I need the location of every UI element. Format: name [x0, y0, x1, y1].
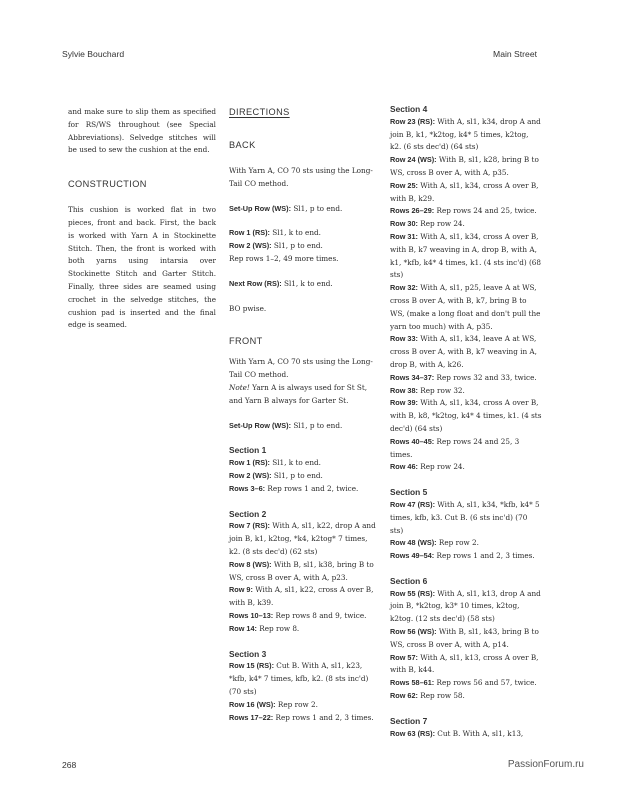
- section-3-heading: Section 3: [229, 648, 267, 659]
- s4-row-24: Row 24 (WS): With B, sl1, k28, bring B to WS, cross B over A, with A, p35.: [390, 155, 539, 177]
- s4-row-39: Row 39: With A, sl1, k34, cross A over B, with B, k8, *k2tog, k4* 4 times, k1. (4 sts dec'd) (64 sts): [390, 398, 542, 433]
- s4-row-33: Row 33: With A, sl1, k34, leave A at WS, cross B over A, with B, k7 weaving in A, drop B, with A, k26.: [390, 334, 537, 369]
- front-intro: With Yarn A, CO 70 sts using the Long-Tail CO method.: [229, 357, 373, 380]
- s2-row-9: Row 9: With A, sl1, k22, cross A over B, with B, k39.: [229, 585, 374, 608]
- s2-row-7: Row 7 (RS): With A, sl1, k22, drop A and join B, k1, k2tog, *k4, k2tog* 7 times, k2. (8 sts dec'd) (62 sts): [229, 521, 376, 556]
- s5-row-47: Row 47 (RS): With A, sl1, k34, *kfb, k4* 5 times, kfb, k3. Cut B. (6 sts inc'd) (70 sts): [390, 499, 540, 535]
- s4-row-38: Row 38: Rep row 32.: [390, 385, 465, 395]
- back-setup-row: Set-Up Row (WS): Sl1, p to end.: [229, 203, 343, 213]
- s6-row-56: Row 56 (WS): With B, sl1, k43, bring B to WS, cross B over A, with A, p14.: [390, 627, 539, 649]
- column-3: [390, 103, 542, 740]
- back-row-2: Row 2 (WS): Sl1, p to end.: [229, 241, 323, 251]
- watermark: PassionForum.ru: [507, 759, 584, 770]
- section-1-heading: Section 1: [229, 445, 267, 456]
- s2-row-8: Row 8 (WS): With B, sl1, k38, bring B to WS, cross B over A, with A, p23.: [229, 559, 374, 582]
- intro-paragraph: and make sure to slip them as specified for RS/WS throughout (see Special Abbreviations). Selvedge stitches will be used to sew the cushion at the end.: [68, 107, 216, 155]
- back-repeat: Rep rows 1–2, 49 more times.: [229, 253, 339, 263]
- column-2: [229, 106, 377, 724]
- back-intro: With Yarn A, CO 70 sts using the Long-Tail CO method.: [229, 166, 373, 188]
- s2-rows-10-13: Rows 10–13: Rep rows 8 and 9, twice.: [229, 610, 367, 620]
- s3-row-15: Row 15 (RS): Cut B. With A, sl1, k23, *kfb, k4* 7 times, kfb, k2. (8 sts inc'd) (70 sts): [229, 661, 369, 696]
- construction-paragraph: This cushion is worked flat in two pieces, front and back. First, the back is worked with Yarn A in Stockinette Stitch. Then, the front is worked with both yarns using intarsia over Stockinette Stitch and Garter Stitch. Finally, three sides are seamed using crochet in the selvedge stitches, the cushion pad is inserted and the final edge is seamed.: [68, 205, 216, 330]
- s1-row-1: Row 1 (RS): Sl1, k to end.: [229, 458, 321, 468]
- construction-heading: CONSTRUCTION: [68, 179, 147, 190]
- running-header-author: Sylvie Bouchard: [62, 49, 125, 59]
- s1-rows-3-6: Rows 3–6: Rep rows 1 and 2, twice.: [229, 483, 359, 493]
- s4-row-23: Row 23 (RS): With A, sl1, k34, drop A and join B, k1, *k2tog, k4* 5 times, k2tog, k2. (6 sts dec'd) (64 sts): [390, 116, 541, 152]
- back-heading: BACK: [229, 140, 256, 150]
- front-setup-row: Set-Up Row (WS): Sl1, p to end.: [229, 420, 343, 430]
- back-next-row: Next Row (RS): Sl1, k to end.: [229, 278, 333, 288]
- s3-row-16: Row 16 (WS): Rep row 2.: [229, 699, 318, 709]
- back-bind-off: BO pwise.: [229, 303, 267, 313]
- s4-row-32: Row 32: With A, sl1, p25, leave A at WS, cross B over A, with B, k7, bring B to WS, (make a long float and don't pull the yarn too much) with A, p35.: [390, 283, 541, 331]
- s4-row-46: Row 46: Rep row 24.: [390, 462, 465, 472]
- section-5-heading: Section 5: [390, 487, 428, 498]
- column-1: [68, 106, 216, 332]
- s5-row-48: Row 48 (WS): Rep row 2.: [390, 538, 479, 548]
- s6-row-55: Row 55 (RS): With A, sl1, k13, drop A and join B, *k2tog, k3* 10 times, k2tog, k2tog. (12 sts dec'd) (58 sts): [390, 588, 541, 624]
- s5-rows-49-54: Rows 49–54: Rep rows 1 and 2, 3 times.: [390, 551, 535, 561]
- section-6-heading: Section 6: [390, 575, 428, 586]
- s4-rows-40-45: Rows 40–45: Rep rows 24 and 25, 3 times.: [390, 436, 520, 459]
- s6-row-62: Row 62: Rep row 58.: [390, 691, 465, 701]
- section-4-heading: Section 4: [390, 104, 428, 114]
- s4-row-25: Row 25: With A, sl1, k34, cross A over B, with B, k29.: [390, 180, 539, 203]
- s4-rows-34-37: Rows 34–37: Rep rows 32 and 33, twice.: [390, 372, 537, 382]
- s4-row-30: Row 30: Rep row 24.: [390, 219, 465, 229]
- s6-row-57: Row 57: With A, sl1, k13, cross A over B, with B, k44.: [390, 652, 539, 675]
- running-header-pattern: Main Street: [493, 49, 537, 59]
- section-2-heading: Section 2: [229, 508, 267, 519]
- s1-row-2: Row 2 (WS): Sl1, p to end.: [229, 470, 323, 480]
- section-7-heading: Section 7: [390, 715, 428, 726]
- page-number: 268: [62, 760, 77, 770]
- s4-row-31: Row 31: With A, sl1, k34, cross A over B, with B, k7 weaving in A, drop B, with A, k1, *kfb, k4* 4 times, k1. (4 sts inc'd) (68 sts): [390, 231, 542, 280]
- front-heading: FRONT: [229, 336, 263, 347]
- directions-heading: DIRECTIONS: [229, 107, 290, 117]
- s4-rows-26-29: Rows 26–29: Rep rows 24 and 25, twice.: [390, 206, 537, 216]
- front-note: Note! Yarn A is always used for St St, and Yarn B always for Garter St.: [229, 382, 368, 405]
- s3-rows-17-22: Rows 17–22: Rep rows 1 and 2, 3 times.: [229, 712, 374, 722]
- back-row-1: Row 1 (RS): Sl1, k to end.: [229, 228, 321, 238]
- s6-rows-58-61: Rows 58–61: Rep rows 56 and 57, twice.: [390, 678, 537, 688]
- s2-row-14: Row 14: Rep row 8.: [229, 623, 300, 633]
- s7-row-63: Row 63 (RS): Cut B. With A, sl1, k13,: [390, 728, 524, 738]
